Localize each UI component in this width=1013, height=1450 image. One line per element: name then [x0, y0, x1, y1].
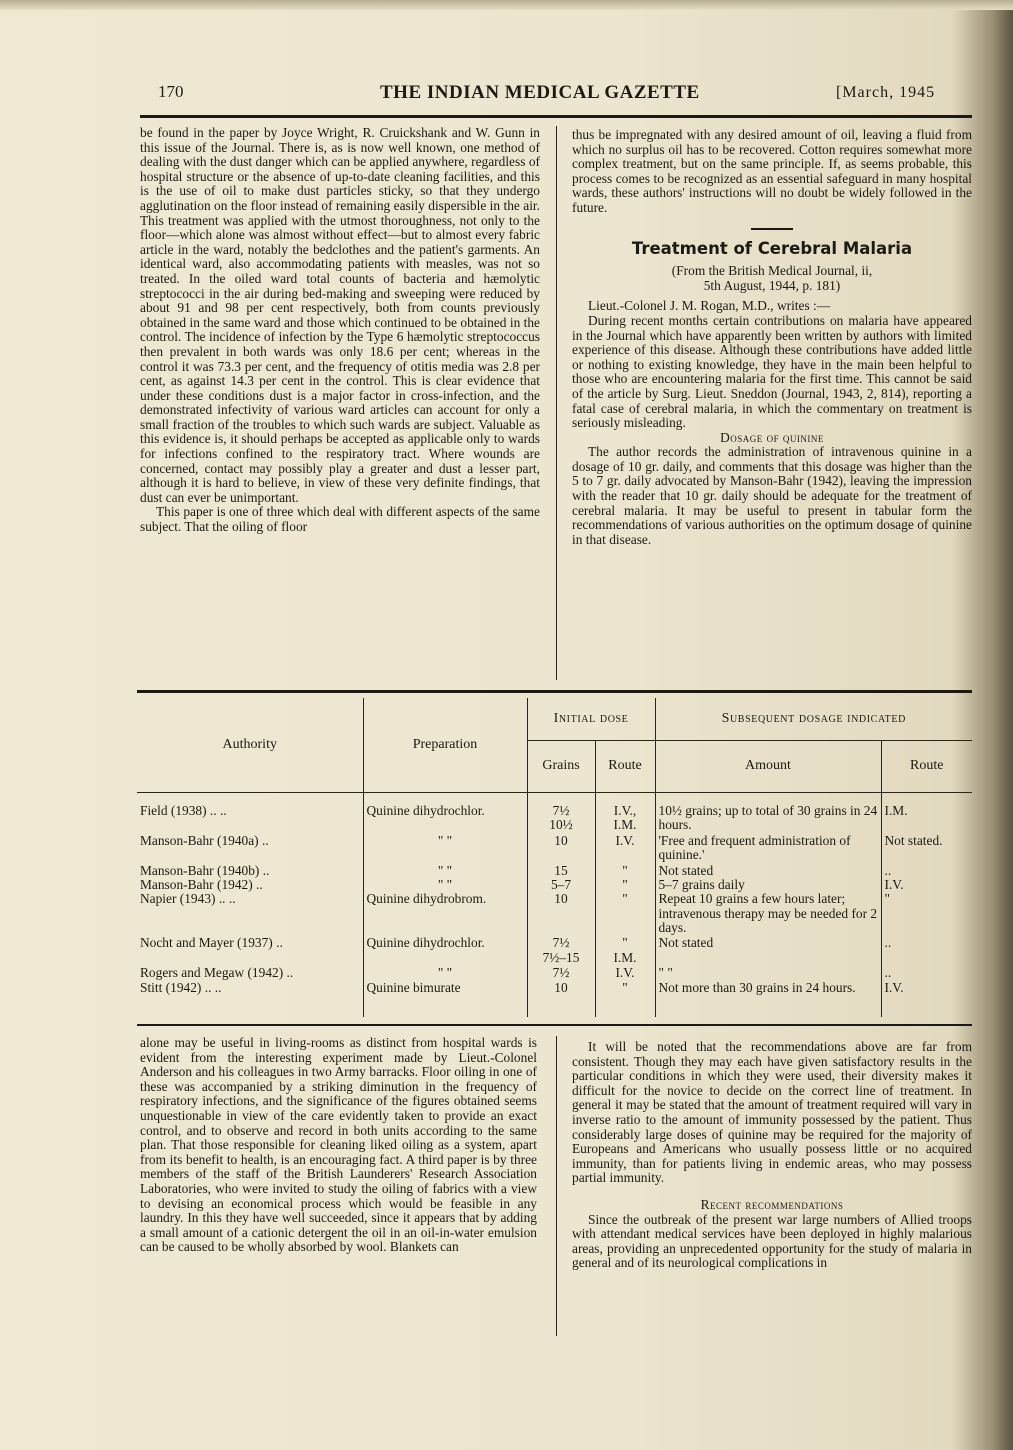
cell-grains: 10	[527, 981, 595, 1017]
table-row	[137, 804, 972, 834]
cell-amount: 'Free and frequent administration of quinine.'	[655, 834, 881, 864]
cell-route: "	[595, 878, 655, 892]
cell-route: I.V.	[595, 834, 655, 864]
paragraph: be found in the paper by Joyce Wright, R. Cruickshank and W. Gunn in this issue of the Journal. There is, as is now well known, one method of dealing with the dust danger which can be applied anywhere, regardless of hospital structure or the absence of up-to-date cleaning facilities, and this is the use of oil to make dust particles sticky, so that they undergo agglutination on the floor instead of remaining easily dispersible in the air. This treatment was applied with the utmost thoroughness, not only to the floor—which alone was almost without effect—but to almost every fabric article in the ward, notably the bedclothes and the patient's garments. An identical ward, also accommodating patients with measles, was not so treated. In the oiled ward total counts of bacteria and hæmolytic streptococci in the air during bed-making and sweeping were reduced by about 91 and 98 per cent respectively, both from counts previously obtained in the same ward and those which continued to be obtained in the control. The incidence of infection by the Type 6 hæmolytic streptococcus then prevalent in both wards was only 18.6 per cent; whereas in the control it was 73.3 per cent, and the frequency of otitis media was 2.8 per cent, as against 14.3 per cent in the control. This is clear evidence that under these conditions dust is a major factor in cross-infection, and the demonstrated infectivity of various ward articles can account for only a small fraction of the troubles to which such wards are subject. Valuable as this evidence is, it should perhaps be accepted as applicable only to wards for infections confined to the respiratory tract. Where wounds are concerned, contact may possibly play a greater and dust a lesser part, although it is hard to believe, in view of these very definite findings, that dust can ever be unimportant.	[140, 125, 540, 505]
cell-authority: Manson-Bahr (1942) ..	[140, 877, 263, 893]
left-column-bottom	[140, 1036, 537, 1255]
cell-grains: 7½ 10½	[527, 804, 595, 834]
subheading: Dosage of quinine	[720, 429, 824, 445]
left-column-top	[140, 126, 540, 535]
table-row	[137, 892, 972, 936]
header-authority: Authority	[137, 698, 363, 792]
cell-amount: Not stated	[655, 936, 881, 966]
cell-route-2: Not stated.	[881, 834, 972, 864]
paragraph: During recent months certain contributions on malaria have appeared in the Journal which have apparently been written by authors with limited experience of this disease. Although these contributions have added little or nothing to existing knowledge, they have in the main been helpful to those who are encountering malaria for the first time. This cannot be said of the article by Surg. Lieut. Sneddon (Journal, 1943, 2, 814), reporting a fatal case of cerebral malaria, in which the commentary on treatment is seriously misleading.	[572, 312, 972, 431]
cell-route-2: I.M.	[881, 804, 972, 834]
subheading: Recent recommendations	[700, 1196, 844, 1212]
header-initial-dose: Initial dose	[527, 698, 655, 740]
table-row	[137, 864, 972, 878]
header-grains: Grains	[527, 740, 595, 792]
article-title: Treatment of Cerebral Malaria	[631, 238, 913, 258]
paragraph: thus be impregnated with any desired amount of oil, leaving a fluid from which no surplus oil has to be recovered. Cotton requires somewhat more complex treatment, but on the same principle. If, as seems probable, this process comes to be recognized as an essential safeguard in many hospital wards, these authors' instructions will no doubt be widely followed in the future.	[572, 127, 972, 215]
cell-authority: Napier (1943) .. ..	[140, 891, 236, 907]
dosage-table	[137, 698, 972, 1017]
right-column-bottom	[572, 1040, 972, 1271]
cell-preparation: Quinine bimurate	[363, 981, 527, 1017]
page-number: 170	[158, 82, 184, 101]
cell-preparation: " "	[363, 834, 527, 864]
cell-preparation: " "	[363, 878, 527, 892]
cell-grains: 10	[527, 834, 595, 864]
cell-authority: Stitt (1942) .. ..	[140, 979, 222, 995]
cell-route-2: ..	[881, 966, 972, 980]
header-amount: Amount	[655, 740, 881, 792]
paragraph: This paper is one of three which deal with different aspects of the same subject. That the oiling of floor	[140, 504, 540, 535]
table-row	[137, 966, 972, 980]
header-subsequent-dosage: Subsequent dosage indicated	[655, 698, 972, 740]
journal-title: THE INDIAN MEDICAL GAZETTE	[380, 82, 700, 103]
header-rule	[140, 115, 972, 118]
cell-authority: Manson-Bahr (1940a) ..	[140, 833, 269, 848]
cell-preparation: Quinine dihydrobrom.	[363, 892, 527, 936]
table-row	[137, 878, 972, 892]
paragraph: It will be noted that the recommendations above are far from consistent. Though they may each have given satisfactory results in the particular conditions in which they were used, their diversity makes it difficult for the novice to decide on the correct line of treatment. In general it may be stated that the amount of treatment required will vary in inverse ratio to the amount of immunity possessed by the patient. Thus considerably large doses of quinine may be required for the majority of Europeans and Americans who usually possess little or no acquired immunity, than for patients living in endemic areas, who may possess partial immunity.	[572, 1039, 972, 1186]
cell-preparation: " "	[363, 966, 527, 980]
header-route: Route	[595, 740, 655, 792]
cell-route: "	[595, 892, 655, 936]
cell-grains: 7½ 7½–15	[527, 936, 595, 966]
source-line: (From the British Medical Journal, ii,	[671, 263, 873, 279]
cell-amount: Repeat 10 grains a few hours later; intravenous therapy may be needed for 2 days.	[655, 892, 881, 936]
paragraph: The author records the administration of intravenous quinine in a dosage of 10 gr. daily, and comments that this dosage was higher than the 5 to 7 gr. daily advocated by Manson-Bahr (1942), leaving the impression with the reader that 10 gr. daily should be adequate for the treatment of cerebral malaria. It may be useful to present in tabular form the recommendations of various authorities on the optimum dosage of quinine in that disease.	[572, 444, 972, 547]
column-divider	[556, 126, 557, 680]
table-row	[137, 981, 972, 1017]
cell-amount: Not stated	[655, 864, 881, 878]
table-top-rule	[137, 690, 972, 693]
cell-preparation: " "	[363, 864, 527, 878]
cell-route: I.V., I.M.	[595, 804, 655, 834]
table-row	[137, 834, 972, 864]
cell-route-2: ..	[881, 864, 972, 878]
cell-route: " I.M.	[595, 936, 655, 966]
cell-route-2: "	[881, 892, 972, 936]
cell-preparation: Quinine dihydrochlor.	[363, 804, 527, 834]
cell-grains: 5–7	[527, 878, 595, 892]
paragraph: alone may be useful in living-rooms as distinct from hospital wards is evident from the interesting experiment made by Lieut.-Colonel Anderson and his colleagues in two Army barracks. Floor oiling in one of these was accompanied by a striking diminution in the frequency of respiratory infections, and the significance of the figures obtained seems unquestionable in view of the care evidently taken to provide an exact control, and to observe and record in both units according to the same plan. That those responsible for cleaning liked oiling as a system, apart from its benefit to health, is an encouraging fact. A third paper is by three members of the staff of the British Launderers' Research Association Laboratories, who were invited to study the oiling of fabrics with a view to devising an economical process which would be feasible in any laundry. In this they have well succeeded, since it appears that by adding a small amount of a cationic detergent the oil in an oil-in-water emulsion can be caused to be wholly absorbed by wool. Blankets can	[140, 1035, 537, 1255]
cell-route-2: I.V.	[881, 981, 972, 1017]
cell-grains: 7½	[527, 966, 595, 980]
cell-route-2: ..	[881, 936, 972, 966]
cell-amount: 10½ grains; up to total of 30 grains in 24 hours.	[655, 804, 881, 834]
running-header	[140, 78, 960, 112]
dosage-table-wrap	[137, 690, 972, 1030]
page-top-edge	[0, 0, 1013, 10]
author-line: Lieut.-Colonel J. M. Rogan, M.D., writes :—	[588, 298, 831, 314]
column-divider	[556, 1036, 557, 1336]
cell-grains: 15	[527, 864, 595, 878]
cell-amount: Not more than 30 grains in 24 hours.	[655, 981, 881, 1017]
cell-route: I.V.	[595, 966, 655, 980]
cell-route-2: I.V.	[881, 878, 972, 892]
right-column-top	[572, 128, 972, 547]
cell-authority: Field (1938) .. ..	[140, 803, 227, 818]
cell-authority: Manson-Bahr (1940b) ..	[140, 863, 270, 878]
cell-amount: " "	[655, 966, 881, 980]
cell-preparation: Quinine dihydrochlor.	[363, 936, 527, 966]
cell-route: "	[595, 981, 655, 1017]
issue-date: [March, 1945	[836, 84, 936, 101]
cell-grains: 10	[527, 892, 595, 936]
header-preparation: Preparation	[363, 698, 527, 792]
table-row	[137, 936, 972, 966]
cell-authority: Nocht and Mayer (1937) ..	[140, 935, 283, 951]
table-bottom-rule	[137, 1024, 972, 1026]
paragraph: Since the outbreak of the present war large numbers of Allied troops with attendant medical services have been deployed in highly malarious areas, providing an unprecedented opportunity for the study of malaria in general and of its neurological complications in	[572, 1211, 972, 1271]
cell-route: "	[595, 864, 655, 878]
source-line: 5th August, 1944, p. 181)	[703, 277, 841, 293]
section-separator	[751, 228, 793, 230]
header-route-2: Route	[881, 740, 972, 792]
cell-authority: Rogers and Megaw (1942) ..	[140, 965, 294, 981]
cell-amount: 5–7 grains daily	[655, 878, 881, 892]
